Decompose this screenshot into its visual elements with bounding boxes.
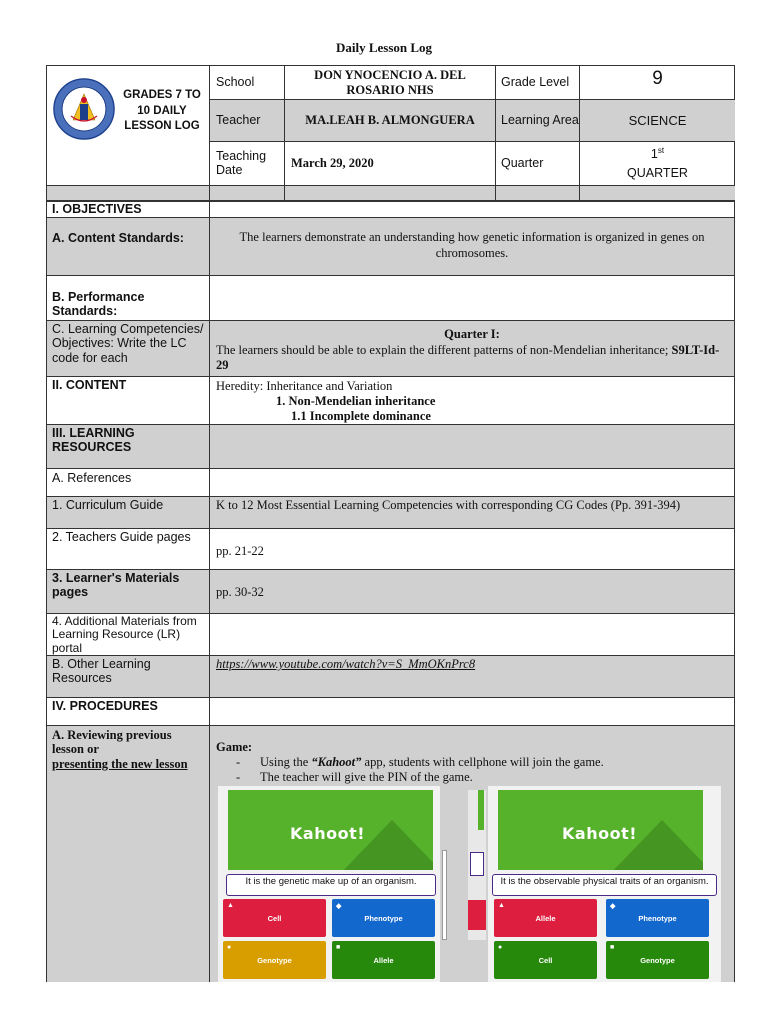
objectives-heading: I. OBJECTIVES: [47, 201, 210, 217]
lc-code: S9LT-Id-29: [216, 342, 720, 373]
performance-standards-label: B. Performance Standards:: [47, 276, 210, 320]
content-subsubtopic: 1.1 Incomplete dominance: [291, 409, 431, 423]
references-row: [47, 468, 734, 496]
content-standards-value: The learners demonstrate an understanding how genetic information is organized in genes on chromosomes.: [239, 230, 705, 260]
kahoot-logo-2: Kahoot!: [562, 824, 638, 843]
references-label: A. References: [47, 469, 210, 496]
procedures-row: [47, 697, 734, 725]
kahoot-question-2: It is the observable physical traits of an organism.: [492, 874, 717, 896]
kahoot-logo-1: Kahoot!: [290, 824, 366, 843]
quarter-heading: Quarter I:: [444, 327, 500, 341]
curriculum-guide-value: K to 12 Most Essential Learning Competencies with corresponding CG Codes (Pp. 391-394): [216, 498, 681, 512]
teachers-guide-label: 2. Teachers Guide pages: [47, 529, 210, 569]
quarter-value: 1st QUARTER: [627, 145, 688, 180]
additional-materials-label: 4. Additional Materials from Learning Resource (LR) portal: [47, 614, 210, 655]
kahoot-screenshot-2: [488, 786, 721, 982]
lesson-log-label: GRADES 7 TO 10 DAILY LESSON LOG: [123, 89, 201, 133]
header-shaded-cell: [47, 185, 210, 201]
cropped-edge-left: [442, 850, 447, 940]
content-topic: Heredity: Inheritance and Variation: [216, 379, 393, 393]
teachers-guide-row: [47, 528, 734, 569]
header-row-teacher: [210, 99, 735, 141]
content-standards-row: [47, 217, 734, 275]
curriculum-guide-label: 1. Curriculum Guide: [47, 497, 210, 528]
content-label: II. CONTENT: [47, 377, 210, 424]
header-table: [46, 65, 735, 202]
deped-seal-logo: [53, 78, 115, 140]
header-row-spacer: [210, 185, 735, 201]
other-resources-label: B. Other Learning Resources: [47, 656, 210, 697]
youtube-link[interactable]: https://www.youtube.com/watch?v=S_MmOKnPrc8: [216, 657, 476, 671]
additional-materials-row: [47, 613, 734, 655]
grade-level-value: 9: [652, 67, 663, 89]
school-label: School: [210, 66, 285, 99]
quarter-label: Quarter: [496, 142, 580, 185]
learning-resources-label: III. LEARNING RESOURCES: [47, 425, 210, 468]
learners-materials-label: 3. Learner's Materials pages: [47, 570, 210, 613]
learning-area-label: Learning Area: [496, 100, 580, 141]
teachers-guide-value: pp. 21-22: [216, 544, 264, 558]
competency-text: The learners should be able to explain the different patterns of non-Mendelian inheritance; S9LT-Id-29: [216, 342, 720, 373]
logo-cell: [47, 66, 210, 201]
document-title: Daily Lesson Log: [335, 40, 433, 55]
content-standards-label: A. Content Standards:: [47, 218, 210, 275]
performance-standards-row: [47, 275, 734, 320]
learning-competencies-label: C. Learning Competencies/ Objectives: Write the LC code for each: [47, 321, 210, 376]
game-label: Game:: [216, 740, 253, 754]
header-row-school: [210, 66, 735, 99]
kahoot1-answer-allele[interactable]: ■ Allele: [332, 941, 435, 979]
kahoot1-answer-phenotype[interactable]: ◆ Phenotype: [332, 899, 435, 937]
learners-materials-value: pp. 30-32: [216, 585, 264, 599]
kahoot2-answer-genotype[interactable]: ■ Genotype: [606, 941, 709, 979]
learners-materials-row: [47, 569, 734, 613]
objectives-row: [47, 200, 734, 217]
kahoot-header-1: [228, 790, 433, 870]
kahoot-header-2: [498, 790, 703, 870]
kahoot2-answer-phenotype[interactable]: ◆ Phenotype: [606, 899, 709, 937]
bullet-pin: - The teacher will give the PIN of the game.: [236, 770, 473, 784]
kahoot-screenshot-1: [218, 786, 440, 982]
content-subtopic: 1. Non-Mendelian inheritance: [276, 394, 436, 408]
content-row: [47, 376, 734, 424]
other-resources-row: [47, 655, 734, 697]
learning-area-value: SCIENCE: [628, 113, 687, 128]
school-value: DON YNOCENCIO A. DEL ROSARIO NHS: [285, 66, 496, 99]
teacher-label: Teacher: [210, 100, 285, 141]
procedures-label: IV. PROCEDURES: [47, 698, 210, 725]
kahoot2-answer-allele[interactable]: ▲ Allele: [494, 899, 597, 937]
curriculum-guide-row: [47, 496, 734, 528]
reviewing-lesson-label: A. Reviewing previous lesson or presenting the new lesson: [47, 726, 210, 982]
learning-competencies-row: [47, 320, 734, 376]
other-resources-value: [210, 656, 734, 697]
kahoot2-answer-cell[interactable]: ● Cell: [494, 941, 597, 979]
teaching-date-label: Teaching Date: [210, 142, 285, 185]
bullet-kahoot: - Using the “Kahoot” app, students with cellphone will join the game.: [236, 755, 604, 769]
cropped-edge-right: [468, 790, 486, 940]
header-row-date: [210, 141, 735, 185]
kahoot1-answer-genotype[interactable]: ● Genotype: [223, 941, 326, 979]
grade-level-label: Grade Level: [496, 66, 580, 99]
kahoot-question-1: It is the genetic make up of an organism.: [226, 874, 436, 896]
kahoot1-answer-cell[interactable]: ▲ Cell: [223, 899, 326, 937]
teacher-value: MA.LEAH B. ALMONGUERA: [285, 100, 496, 141]
content-value: [210, 377, 734, 424]
teaching-date-value: March 29, 2020: [285, 142, 496, 185]
learning-resources-row: [47, 424, 734, 468]
learning-competencies-value: [210, 321, 734, 376]
